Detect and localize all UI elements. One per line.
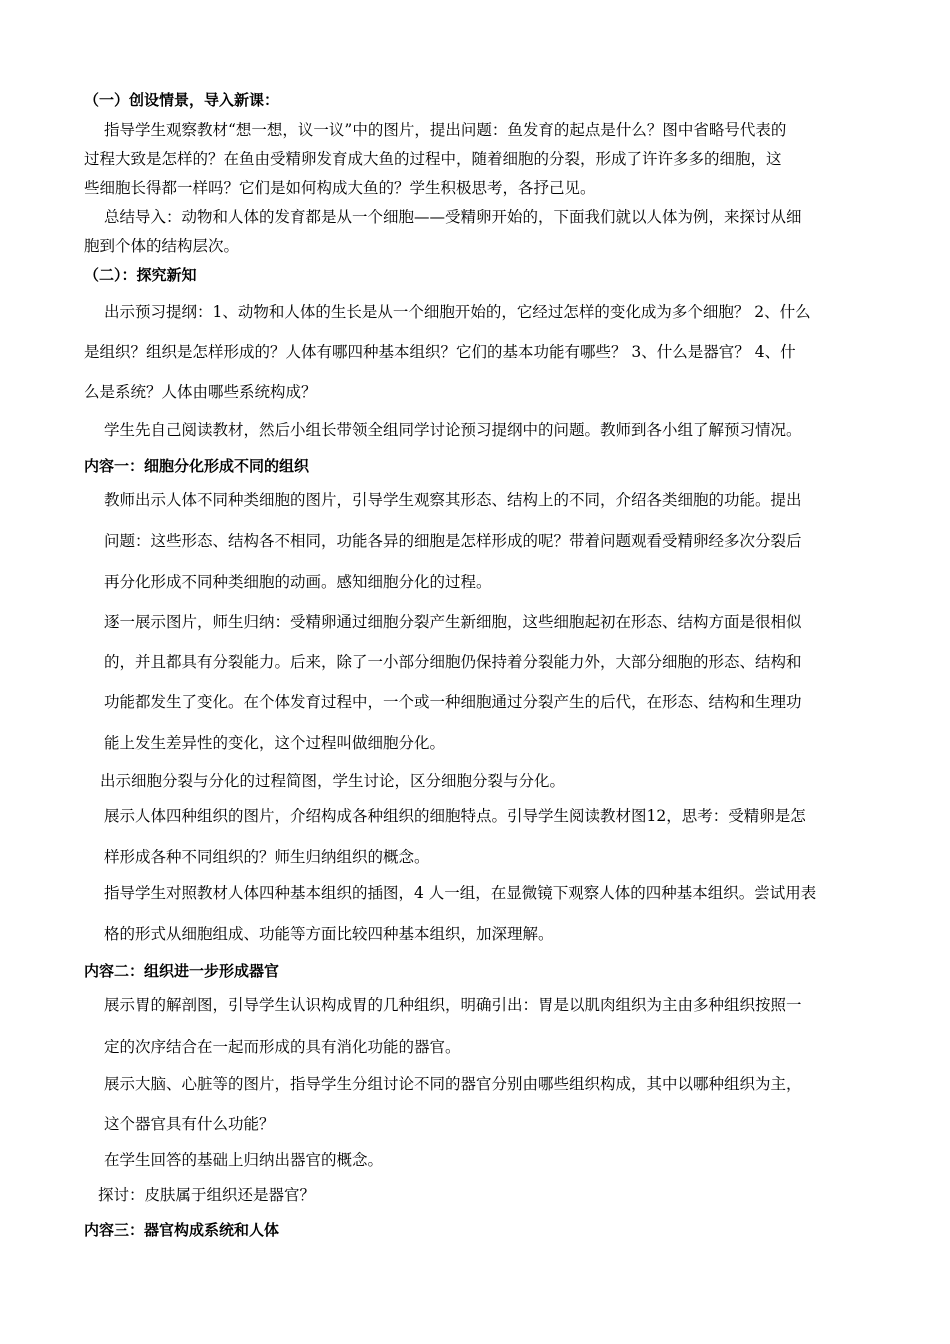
paragraph-line: 的，并且都具有分裂能力。后来，除了一小部分细胞仍保持着分裂能力外，大部分细胞的形态、结构和 [104,653,802,671]
content-heading-1: 内容一：细胞分化形成不同的组织 [84,457,310,475]
paragraph-line: 过程大致是怎样的？在鱼由受精卵发育成大鱼的过程中，随着细胞的分裂，形成了许许多多的细胞，这 [84,150,782,168]
paragraph-line: 样形成各种不同组织的？师生归纳组织的概念。 [104,848,430,866]
paragraph-line: 逐一展示图片，师生归纳：受精卵通过细胞分裂产生新细胞，这些细胞起初在形态、结构方面是很相似 [104,613,802,631]
content-heading-3: 内容三：器官构成系统和人体 [84,1221,280,1239]
paragraph-line: 展示大脑、心脏等的图片，指导学生分组讨论不同的器官分别由哪些组织构成，其中以哪种组织为主， [104,1075,802,1093]
paragraph-line: 问题：这些形态、结构各不相同，功能各异的细胞是怎样形成的呢？带着问题观看受精卵经多次分裂后 [104,532,802,550]
paragraph-line: 教师出示人体不同种类细胞的图片，引导学生观察其形态、结构上的不同，介绍各类细胞的功能。提出 [104,491,802,509]
paragraph-line: 指导学生对照教材人体四种基本组织的插图，4 人一组，在显微镜下观察人体的四种基本组织。尝试用表 [104,884,817,902]
paragraph-line: 再分化形成不同种类细胞的动画。感知细胞分化的过程。 [104,573,492,591]
section-heading-2: （二）：探究新知 [84,266,197,284]
paragraph-line: 这个器官具有什么功能？ [104,1115,275,1133]
paragraph-line: 能上发生差异性的变化，这个过程叫做细胞分化。 [104,734,446,752]
paragraph-line: 展示胃的解剖图，引导学生认识构成胃的几种组织，明确引出：胃是以肌肉组织为主由多种组织按照一 [104,996,802,1014]
paragraph-line: 胞到个体的结构层次。 [84,237,240,255]
paragraph-line: 学生先自己阅读教材，然后小组长带领全组同学讨论预习提纲中的问题。教师到各小组了解预习情况。 [104,421,802,439]
paragraph-line: 展示人体四种组织的图片，介绍构成各种组织的细胞特点。引导学生阅读教材图12，思考：受精卵是怎 [104,807,806,825]
content-heading-2: 内容二：组织进一步形成器官 [84,962,280,980]
section-heading-1: （一）创设情景，导入新课： [84,91,280,109]
paragraph-line: 探讨：皮肤属于组织还是器官？ [98,1186,316,1204]
paragraph-line: 出示细胞分裂与分化的过程简图，学生讨论，区分细胞分裂与分化。 [100,772,566,790]
paragraph-line: 么是系统？人体由哪些系统构成？ [84,383,317,401]
paragraph-line: 定的次序结合在一起而形成的具有消化功能的器官。 [104,1038,461,1056]
paragraph-line: 些细胞长得都一样吗？它们是如何构成大鱼的？学生积极思考，各抒己见。 [84,179,596,197]
paragraph-line: 格的形式从细胞组成、功能等方面比较四种基本组织，加深理解。 [104,925,554,943]
paragraph-line: 在学生回答的基础上归纳出器官的概念。 [104,1151,384,1169]
paragraph-line: 指导学生观察教材“想一想，议一议”中的图片，提出问题：鱼发育的起点是什么？图中省略号代表的 [104,121,787,139]
paragraph-line: 总结导入：动物和人体的发育都是从一个细胞——受精卵开始的，下面我们就以人体为例，来探讨从细 [104,208,802,226]
paragraph-line: 是组织？组织是怎样形成的？人体有哪四种基本组织？它们的基本功能有哪些？ 3、什么是器官？ 4、什 [84,343,796,361]
paragraph-line: 功能都发生了变化。在个体发育过程中，一个或一种细胞通过分裂产生的后代，在形态、结构和生理功 [104,693,802,711]
paragraph-line: 出示预习提纲：1、动物和人体的生长是从一个细胞开始的，它经过怎样的变化成为多个细胞？ 2、什么 [104,303,811,321]
